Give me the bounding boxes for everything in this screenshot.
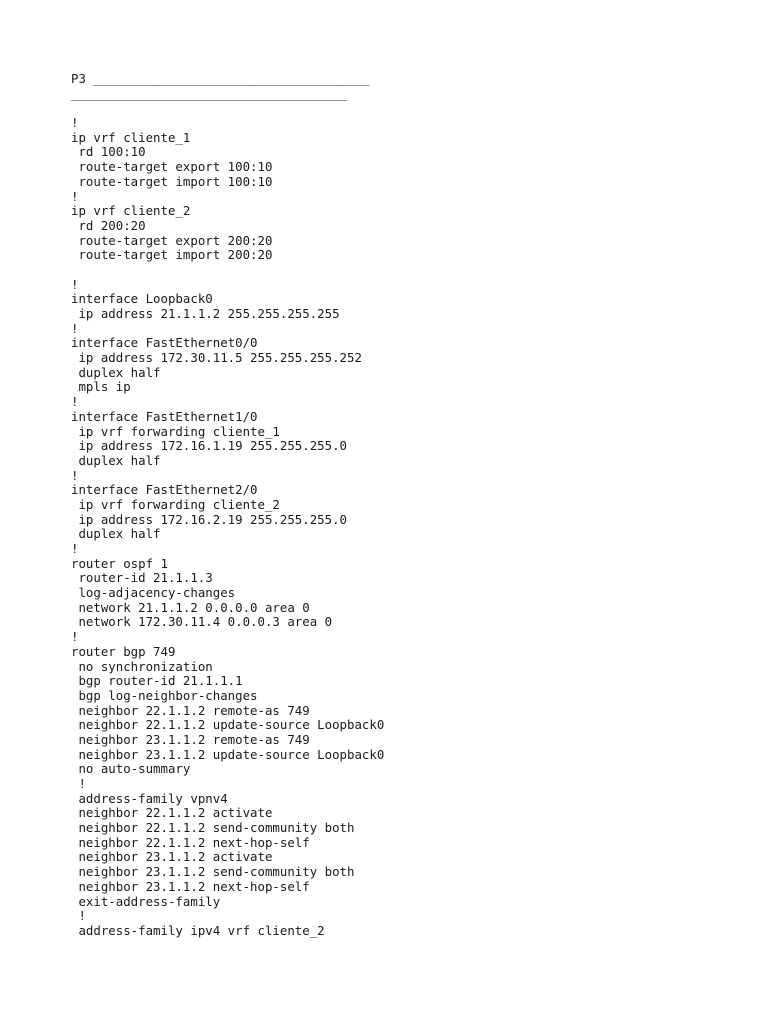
config-line: ip address 172.30.11.5 255.255.255.252 [71,350,362,366]
config-line: ! [71,276,79,292]
config-line: address-family vpnv4 [71,790,228,806]
config-line: no synchronization [71,658,213,674]
config-line [71,101,384,116]
config-line: ip address 172.16.2.19 255.255.255.0 [71,511,348,527]
config-line: neighbor 22.1.1.2 send-community both [71,820,355,836]
config-line: ip address 172.16.1.19 255.255.255.0 [71,438,348,454]
config-line: _____________________________________ [71,85,348,101]
config-line: interface Loopback0 [71,291,213,307]
config-line: neighbor 23.1.1.2 next-hop-self [71,878,310,894]
config-line: duplex half [71,364,161,380]
config-line: network 21.1.1.2 0.0.0.0 area 0 [71,599,310,615]
config-line: ! [71,629,79,645]
config-line: neighbor 23.1.1.2 update-source Loopback0 [71,746,385,762]
config-line: ! [71,320,79,336]
config-line: route-target export 100:10 [71,159,273,175]
config-line: ip vrf cliente_1 [71,129,191,145]
config-line: interface FastEthernet2/0 [71,482,258,498]
config-line: neighbor 22.1.1.2 activate [71,805,273,821]
config-line: interface FastEthernet0/0 [71,335,258,351]
router-config-text [71,72,384,939]
config-line: neighbor 23.1.1.2 send-community both [71,864,355,880]
config-line: no auto-summary [71,761,191,777]
config-line: P3 _____________________________________ [71,71,370,86]
config-line: neighbor 22.1.1.2 next-hop-self [71,834,310,850]
config-line: bgp log-neighbor-changes [71,687,258,703]
config-line: neighbor 22.1.1.2 remote-as 749 [71,702,310,718]
config-line: route-target export 200:20 [71,232,273,248]
config-line: duplex half [71,452,161,468]
config-line: address-family ipv4 vrf cliente_2 [71,922,325,938]
config-line: ! [71,467,79,483]
config-line: bgp router-id 21.1.1.1 [71,673,243,689]
config-line: ! [71,908,86,924]
config-line: exit-address-family [71,893,221,909]
config-line: ! [71,394,79,410]
config-line: ip vrf forwarding cliente_2 [71,496,280,512]
config-line: ! [71,541,79,556]
config-line: ! [71,188,79,204]
config-line: ip address 21.1.1.2 255.255.255.255 [71,306,340,321]
config-line: log-adjacency-changes [71,585,236,601]
config-line: router-id 21.1.1.3 [71,570,213,586]
config-line: router ospf 1 [71,555,168,571]
config-line: duplex half [71,526,161,542]
config-line: ip vrf forwarding cliente_1 [71,423,280,439]
config-line: route-target import 200:20 [71,247,273,263]
config-line: neighbor 23.1.1.2 remote-as 749 [71,731,310,747]
config-line: interface FastEthernet1/0 [71,408,258,424]
config-line: network 172.30.11.4 0.0.0.3 area 0 [71,614,333,630]
config-line: router bgp 749 [71,643,176,659]
config-line: route-target import 100:10 [71,173,273,189]
config-line: ip vrf cliente_2 [71,203,191,219]
config-line: ! [71,776,86,791]
config-line: rd 200:20 [71,217,146,233]
config-line: ! [71,115,79,131]
config-line: neighbor 23.1.1.2 activate [71,849,273,865]
config-line: rd 100:10 [71,144,146,160]
config-line: mpls ip [71,379,131,395]
config-line: neighbor 22.1.1.2 update-source Loopback0 [71,717,385,733]
config-line [71,263,384,278]
